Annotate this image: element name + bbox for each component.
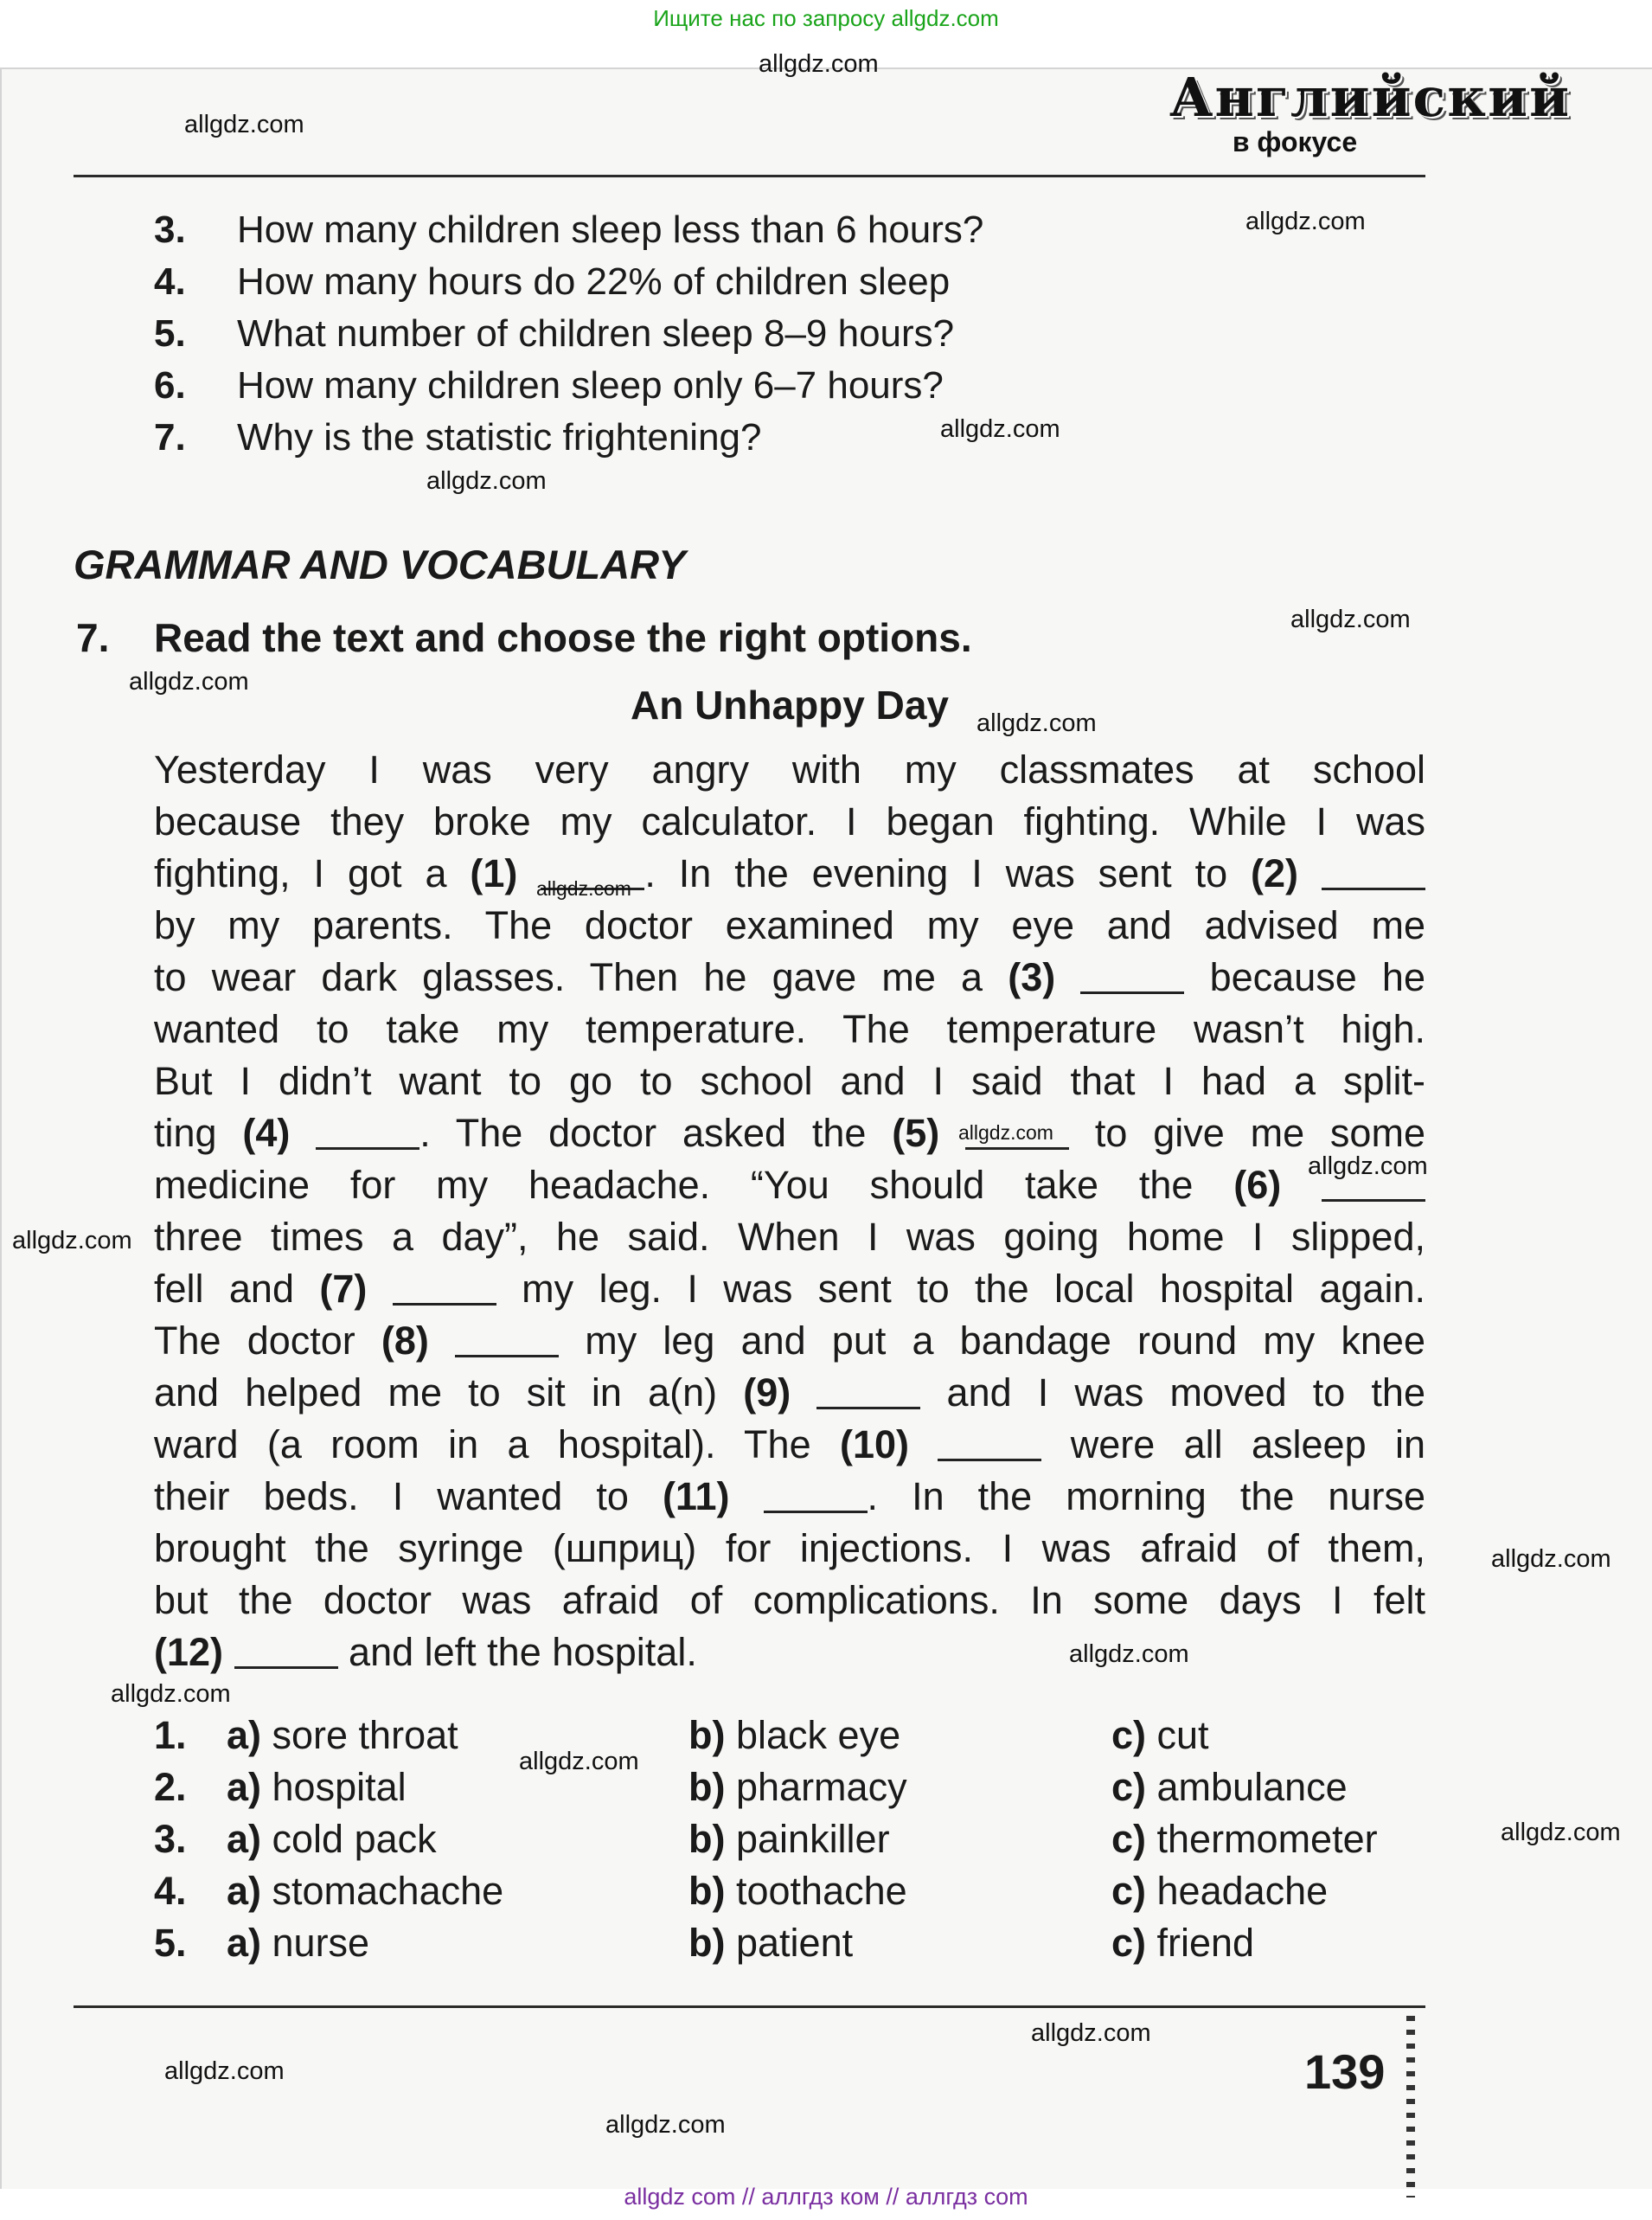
story-line: fell and (7) my leg. I was sent to the local hospital again. [154,1267,1425,1311]
option-b[interactable]: b) patient [688,1921,854,1965]
story-line: to wear dark glasses. Then he gave me a (3) because he [154,955,1425,999]
task-instruction: Read the text and choose the right options. [154,615,972,660]
page-number: 139 [1304,2044,1386,2099]
story-line: but the doctor was afraid of complications. In some days I felt [154,1578,1425,1622]
section-title: GRAMMAR AND VOCABULARY [74,542,686,587]
option-c[interactable]: c) friend [1111,1921,1255,1965]
watermark-text: allgdz.com [111,1680,231,1708]
question-text: Why is the statistic frightening? [237,416,762,459]
option-row-number: 2. [154,1765,187,1809]
watermark-text: allgdz.com [519,1748,639,1775]
story-line: Yesterday I was very angry with my classmates at school [154,747,1425,792]
question-number: 7. [154,416,186,459]
watermark-text: allgdz.com [958,1121,1053,1144]
question-item [154,256,950,308]
answer-blank[interactable] [764,1476,868,1513]
gap-number: (10) [839,1422,909,1466]
story-line: fighting, I got a (1) . In the evening I was sent to (2) [154,848,1425,900]
story-line: by my parents. The doctor examined my eye and advised me [154,903,1425,947]
top-banner[interactable]: Ищите нас по запросу allgdz.com [653,5,999,31]
option-b[interactable]: b) black eye [688,1713,901,1757]
watermark-text: allgdz.com [605,2111,726,2139]
answer-blank[interactable] [816,1372,920,1409]
option-a[interactable]: a) sore throat [227,1713,458,1757]
option-b[interactable]: b) pharmacy [688,1765,907,1809]
answer-blank[interactable] [1080,957,1184,994]
answer-blank[interactable] [234,1632,338,1669]
option-b[interactable]: b) painkiller [688,1817,890,1861]
gap-number: (12) [154,1630,224,1674]
story-line: their beds. I wanted to (11) . In the morning the nurse [154,1474,1425,1518]
gap-number: (4) [242,1111,291,1155]
watermark-text: allgdz.com [1308,1152,1428,1180]
story-line: ting (4) . The doctor asked the (5) to give me some [154,1111,1425,1155]
story-text [154,744,1425,1678]
option-row-number: 5. [154,1921,187,1965]
option-a[interactable]: a) stomachache [227,1869,504,1913]
story-line: ward (a room in a hospital). The (10) were all asleep in [154,1422,1425,1466]
question-text: How many hours do 22% of children sleep [237,260,951,303]
gap-number: (9) [743,1370,791,1415]
question-number: 4. [154,260,186,303]
task-number: 7. [76,615,110,660]
watermark-text: allgdz.com [940,415,1060,443]
answer-blank[interactable] [393,1268,496,1306]
watermark-text: allgdz.com [759,50,879,78]
option-a[interactable]: a) nurse [227,1921,370,1965]
question-text: How many children sleep only 6–7 hours? [237,364,944,407]
option-b[interactable]: b) toothache [688,1869,907,1913]
textbook-logo [1169,66,1572,157]
question-text: What number of children sleep 8–9 hours? [237,312,955,355]
answer-blank[interactable] [938,1424,1041,1461]
watermark-text: allgdz.com [1290,606,1411,633]
gap-number: (6) [1233,1163,1282,1207]
answer-blank[interactable] [316,1113,419,1150]
story-line: But I didn’t want to go to school and I said that I had a split- [154,1059,1425,1103]
header-divider [74,175,1425,177]
logo-subtitle: в фокусе [1232,126,1358,157]
option-a[interactable]: a) hospital [227,1765,407,1809]
option-c[interactable]: c) ambulance [1111,1765,1348,1809]
watermark-text: allgdz.com [184,111,304,138]
gap-number: (8) [381,1319,429,1363]
footer-divider [74,2005,1425,2008]
page-edge-dots [1406,2016,1415,2198]
option-c[interactable]: c) thermometer [1111,1817,1378,1861]
answer-blank[interactable] [1322,853,1425,890]
watermark-text: allgdz.com [1031,2019,1151,2047]
story-line: medicine for my headache. “You should take the (6) [154,1159,1425,1211]
gap-number: (5) [892,1111,940,1155]
option-row-number: 3. [154,1817,187,1861]
story-line: (12) and left the hospital. [154,1630,697,1674]
gap-number: (7) [319,1267,368,1311]
watermark-text: allgdz.com [426,467,547,495]
watermark-text: allgdz.com [164,2057,285,2085]
option-c[interactable]: c) headache [1111,1869,1329,1913]
option-row-number: 4. [154,1869,187,1913]
option-a[interactable]: a) cold pack [227,1817,437,1861]
watermark-text: allgdz.com [12,1227,132,1254]
story-title: An Unhappy Day [630,683,950,728]
story-line: wanted to take my temperature. The temperature wasn’t high. [154,1007,1425,1051]
question-number: 3. [154,209,186,251]
gap-number: (2) [1251,851,1299,895]
gap-number: (11) [662,1474,730,1518]
story-line: and helped me to sit in a(n) (9) and I was moved to the [154,1370,1425,1415]
option-c[interactable]: c) cut [1111,1713,1209,1757]
story-line: because they broke my calculator. I began fighting. While I was [154,799,1425,844]
question-number: 5. [154,312,186,355]
gap-number: (3) [1008,955,1056,999]
watermark-text: allgdz.com [536,877,631,900]
watermark-text: allgdz.com [976,709,1097,737]
story-line: brought the syringe (шприц) for injections. I was afraid of them, [154,1526,1425,1570]
watermark-text: allgdz.com [1245,208,1366,235]
question-item [154,204,983,256]
answer-blank[interactable] [455,1320,559,1357]
option-row-number: 1. [154,1713,187,1757]
watermark-text: allgdz.com [1069,1640,1189,1668]
story-line: The doctor (8) my leg and put a bandage round my knee [154,1319,1425,1363]
logo-title: Английский [1169,66,1572,129]
story-line: three times a day”, he said. When I was going home I slipped, [154,1215,1425,1259]
bottom-banner[interactable]: allgdz com // аллгдз ком // аллгдз com [624,2184,1028,2210]
question-number: 6. [154,364,186,407]
question-item [154,412,761,464]
gap-number: (1) [470,851,518,895]
question-text: How many children sleep less than 6 hours? [237,209,984,251]
watermark-text: allgdz.com [129,668,249,696]
question-item [154,308,954,360]
question-item [154,360,944,412]
watermark-text: allgdz.com [1501,1819,1621,1846]
watermark-text: allgdz.com [1491,1545,1611,1573]
